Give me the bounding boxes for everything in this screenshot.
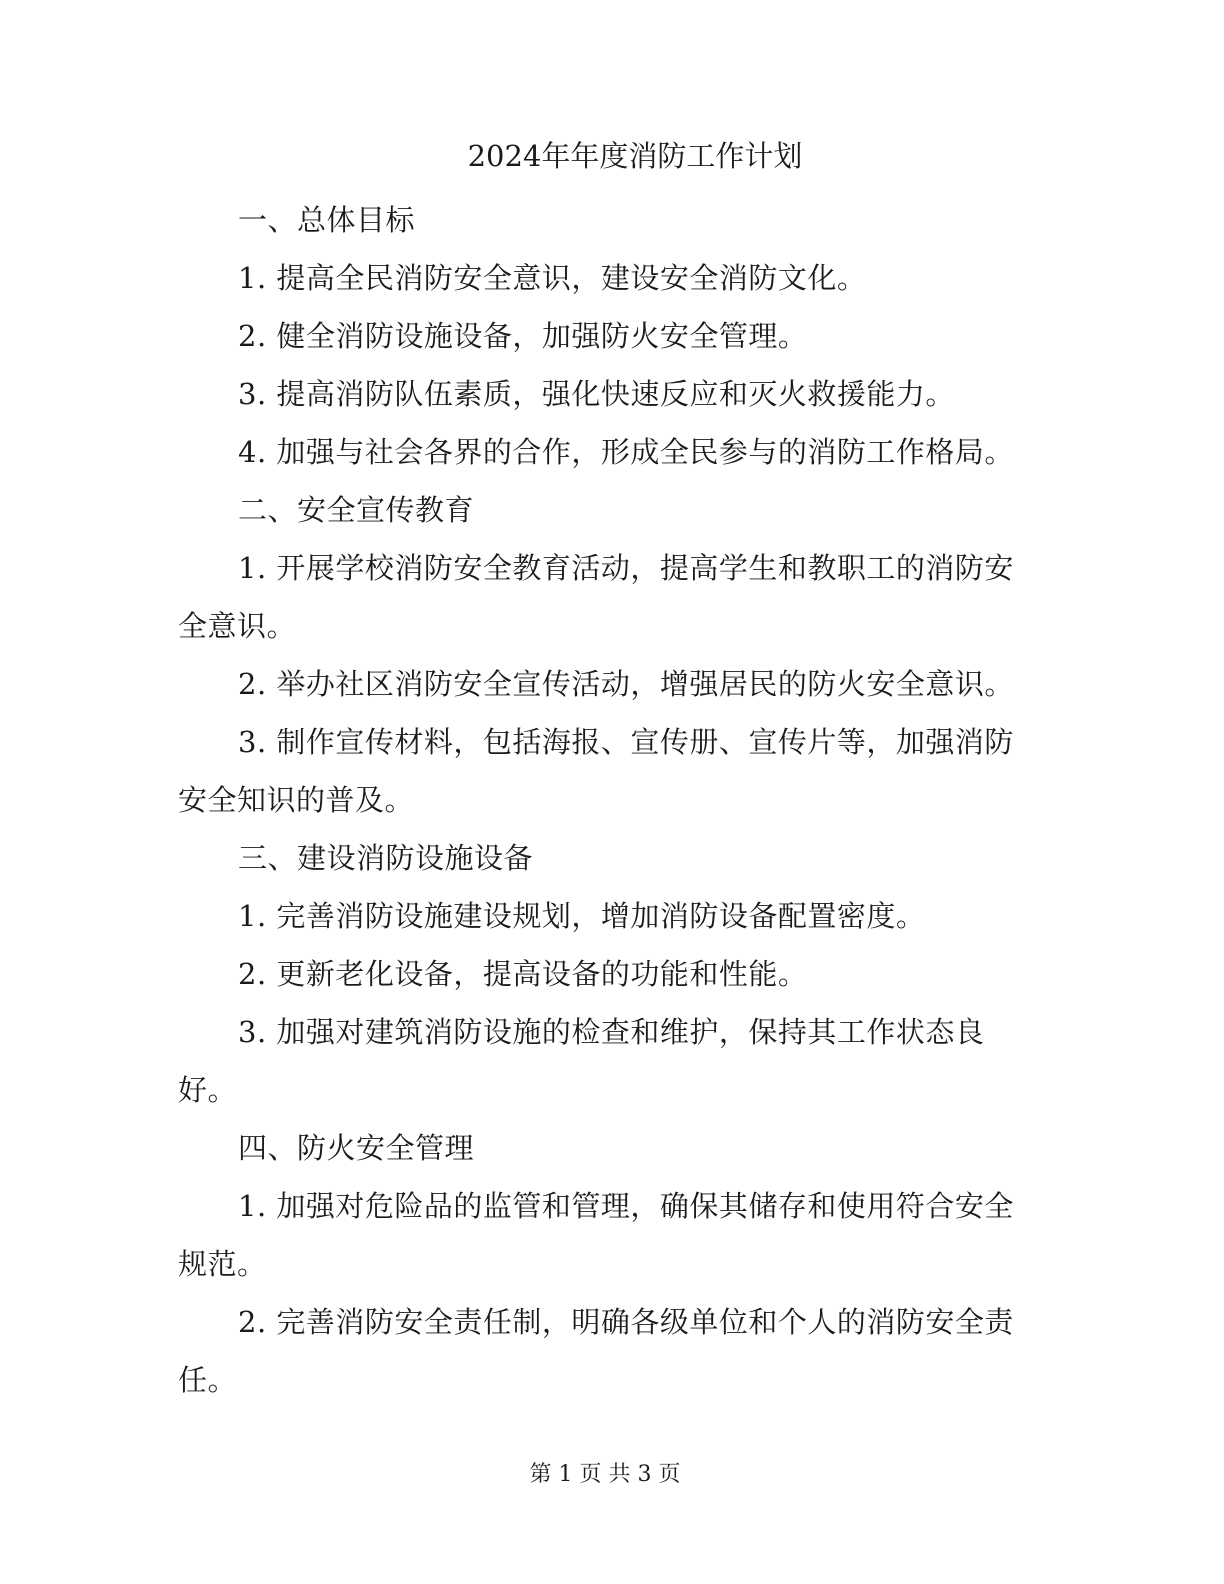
list-item: 1. 完善消防设施建设规划，增加消防设备配置密度。: [238, 899, 926, 933]
document-body: [178, 191, 1038, 1409]
section-heading: 二、安全宣传教育: [238, 493, 475, 527]
list-item: 1. 加强对危险品的监管和管理，确保其储存和使用符合安全规范。: [178, 1189, 1014, 1281]
section-heading: 一、总体目标: [238, 203, 416, 237]
list-item: 2. 更新老化设备，提高设备的功能和性能。: [238, 957, 808, 991]
section-heading: 四、防火安全管理: [238, 1131, 475, 1165]
list-item: 4. 加强与社会各界的合作，形成全民参与的消防工作格局。: [238, 435, 1014, 469]
list-item: 2. 完善消防安全责任制，明确各级单位和个人的消防安全责任。: [178, 1305, 1014, 1397]
page-footer: 第 1 页 共 3 页: [529, 1462, 681, 1487]
document-title: 2024年年度消防工作计划: [467, 139, 803, 173]
list-item: 1. 开展学校消防安全教育活动，提高学生和教职工的消防安全意识。: [178, 551, 1014, 643]
list-item: 1. 提高全民消防安全意识，建设安全消防文化。: [238, 261, 867, 295]
list-item: 2. 举办社区消防安全宣传活动，增强居民的防火安全意识。: [238, 667, 1014, 701]
list-item: 3. 提高消防队伍素质，强化快速反应和灭火救援能力。: [238, 377, 955, 411]
list-item: 3. 加强对建筑消防设施的检查和维护，保持其工作状态良好。: [178, 1015, 985, 1107]
section-heading: 三、建设消防设施设备: [238, 841, 534, 875]
list-item: 2. 健全消防设施设备，加强防火安全管理。: [238, 319, 808, 353]
list-item: 3. 制作宣传材料，包括海报、宣传册、宣传片等，加强消防安全知识的普及。: [178, 725, 1014, 817]
